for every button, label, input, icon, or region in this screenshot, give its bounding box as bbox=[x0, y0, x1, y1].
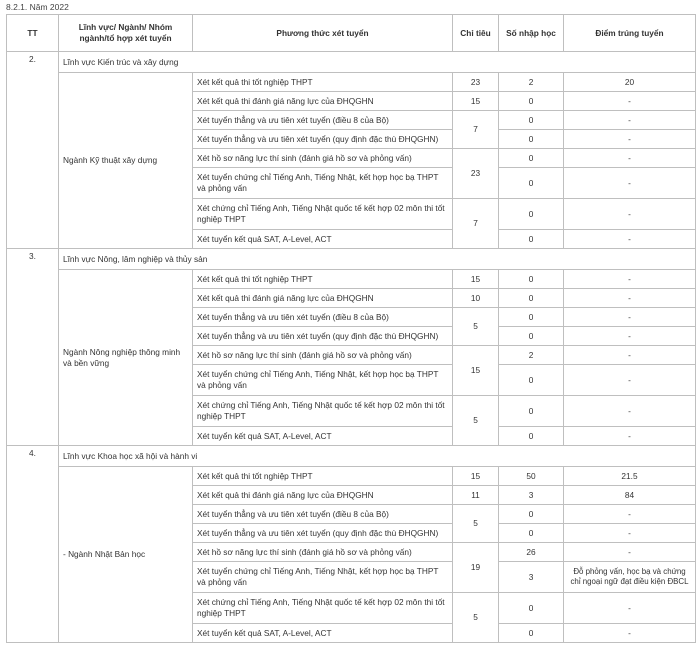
quota-cell: 15 bbox=[453, 92, 499, 111]
method-cell: Xét chứng chỉ Tiếng Anh, Tiếng Nhật quốc tế kết hợp 02 môn thi tốt nghiệp THPT bbox=[193, 396, 453, 427]
score-cell: - bbox=[564, 149, 696, 168]
enrolled-cell: 0 bbox=[499, 593, 564, 624]
score-cell: - bbox=[564, 230, 696, 249]
quota-cell: 5 bbox=[453, 396, 499, 446]
enrolled-cell: 0 bbox=[499, 289, 564, 308]
enrolled-cell: 50 bbox=[499, 467, 564, 486]
section-row bbox=[7, 52, 696, 73]
quota-cell: 5 bbox=[453, 505, 499, 543]
section-tt: 2. bbox=[7, 52, 59, 249]
enrolled-cell: 0 bbox=[499, 505, 564, 524]
major-name: - Ngành Nhật Bản học bbox=[59, 467, 193, 643]
enrolled-cell: 0 bbox=[499, 92, 564, 111]
header-row bbox=[7, 15, 696, 52]
quota-cell: 5 bbox=[453, 308, 499, 346]
score-cell: - bbox=[564, 396, 696, 427]
quota-cell: 15 bbox=[453, 346, 499, 396]
header-tt: TT bbox=[7, 15, 59, 52]
table-row bbox=[7, 467, 696, 486]
enrolled-cell: 2 bbox=[499, 346, 564, 365]
method-cell: Xét tuyển thẳng và ưu tiên xét tuyển (điều 8 của Bộ) bbox=[193, 111, 453, 130]
method-cell: Xét tuyển kết quả SAT, A-Level, ACT bbox=[193, 624, 453, 643]
enrolled-cell: 0 bbox=[499, 168, 564, 199]
quota-cell: 10 bbox=[453, 289, 499, 308]
method-cell: Xét kết quả thi đánh giá năng lực của ĐHQGHN bbox=[193, 486, 453, 505]
score-cell: - bbox=[564, 327, 696, 346]
method-cell: Xét chứng chỉ Tiếng Anh, Tiếng Nhật quốc tế kết hợp 02 môn thi tốt nghiệp THPT bbox=[193, 199, 453, 230]
score-cell: - bbox=[564, 593, 696, 624]
enrolled-cell: 0 bbox=[499, 327, 564, 346]
method-cell: Xét tuyển chứng chỉ Tiếng Anh, Tiếng Nhật, kết hợp học bạ THPT và phỏng vấn bbox=[193, 168, 453, 199]
method-cell: Xét kết quả thi tốt nghiệp THPT bbox=[193, 73, 453, 92]
score-cell: - bbox=[564, 130, 696, 149]
enrolled-cell: 3 bbox=[499, 486, 564, 505]
score-cell: - bbox=[564, 199, 696, 230]
method-cell: Xét hồ sơ năng lực thí sinh (đánh giá hồ sơ và phỏng vấn) bbox=[193, 149, 453, 168]
method-cell: Xét tuyển chứng chỉ Tiếng Anh, Tiếng Nhật, kết hợp học bạ THPT và phỏng vấn bbox=[193, 562, 453, 593]
method-cell: Xét kết quả thi đánh giá năng lực của ĐHQGHN bbox=[193, 92, 453, 111]
enrolled-cell: 0 bbox=[499, 199, 564, 230]
score-cell: - bbox=[564, 270, 696, 289]
table-row bbox=[7, 73, 696, 92]
quota-cell: 19 bbox=[453, 543, 499, 593]
quota-cell: 23 bbox=[453, 149, 499, 199]
enrolled-cell: 3 bbox=[499, 562, 564, 593]
header-score: Điểm trúng tuyển bbox=[564, 15, 696, 52]
score-cell: - bbox=[564, 505, 696, 524]
method-cell: Xét hồ sơ năng lực thí sinh (đánh giá hồ sơ và phỏng vấn) bbox=[193, 543, 453, 562]
quota-cell: 7 bbox=[453, 199, 499, 249]
score-cell: Đỗ phỏng vấn, học bạ và chứng chỉ ngoại ngữ đạt điều kiện ĐBCL bbox=[564, 562, 696, 593]
score-cell: - bbox=[564, 365, 696, 396]
score-cell: 21.5 bbox=[564, 467, 696, 486]
quota-cell: 11 bbox=[453, 486, 499, 505]
score-cell: - bbox=[564, 524, 696, 543]
score-cell: - bbox=[564, 92, 696, 111]
enrolled-cell: 0 bbox=[499, 111, 564, 130]
quota-cell: 15 bbox=[453, 270, 499, 289]
method-cell: Xét tuyển kết quả SAT, A-Level, ACT bbox=[193, 230, 453, 249]
quota-cell: 23 bbox=[453, 73, 499, 92]
table-row bbox=[7, 270, 696, 289]
method-cell: Xét tuyển thẳng và ưu tiên xét tuyển (điều 8 của Bộ) bbox=[193, 308, 453, 327]
method-cell: Xét hồ sơ năng lực thí sinh (đánh giá hồ sơ và phỏng vấn) bbox=[193, 346, 453, 365]
quota-cell: 7 bbox=[453, 111, 499, 149]
method-cell: Xét tuyển kết quả SAT, A-Level, ACT bbox=[193, 427, 453, 446]
header-enrolled: Số nhập học bbox=[499, 15, 564, 52]
section-row bbox=[7, 446, 696, 467]
score-cell: - bbox=[564, 346, 696, 365]
score-cell: - bbox=[564, 624, 696, 643]
quota-cell: 5 bbox=[453, 593, 499, 643]
score-cell: 20 bbox=[564, 73, 696, 92]
score-cell: - bbox=[564, 427, 696, 446]
section-field: Lĩnh vực Kiến trúc và xây dựng bbox=[59, 52, 696, 73]
enrolled-cell: 0 bbox=[499, 149, 564, 168]
score-cell: - bbox=[564, 543, 696, 562]
method-cell: Xét kết quả thi đánh giá năng lực của ĐHQGHN bbox=[193, 289, 453, 308]
enrolled-cell: 26 bbox=[499, 543, 564, 562]
major-name: Ngành Kỹ thuật xây dựng bbox=[59, 73, 193, 249]
method-cell: Xét kết quả thi tốt nghiệp THPT bbox=[193, 270, 453, 289]
enrolled-cell: 0 bbox=[499, 427, 564, 446]
section-tt: 4. bbox=[7, 446, 59, 643]
score-cell: - bbox=[564, 168, 696, 199]
score-cell: 84 bbox=[564, 486, 696, 505]
admission-table bbox=[6, 14, 696, 643]
method-cell: Xét kết quả thi tốt nghiệp THPT bbox=[193, 467, 453, 486]
enrolled-cell: 0 bbox=[499, 230, 564, 249]
quota-cell: 15 bbox=[453, 467, 499, 486]
section-field: Lĩnh vực Nông, lâm nghiệp và thủy sản bbox=[59, 249, 696, 270]
enrolled-cell: 0 bbox=[499, 396, 564, 427]
score-cell: - bbox=[564, 111, 696, 130]
score-cell: - bbox=[564, 308, 696, 327]
score-cell: - bbox=[564, 289, 696, 308]
enrolled-cell: 0 bbox=[499, 624, 564, 643]
method-cell: Xét tuyển chứng chỉ Tiếng Anh, Tiếng Nhật, kết hợp học bạ THPT và phỏng vấn bbox=[193, 365, 453, 396]
method-cell: Xét tuyển thẳng và ưu tiên xét tuyển (quy định đặc thù ĐHQGHN) bbox=[193, 524, 453, 543]
enrolled-cell: 0 bbox=[499, 270, 564, 289]
major-name: Ngành Nông nghiệp thông minh và bền vững bbox=[59, 270, 193, 446]
enrolled-cell: 0 bbox=[499, 365, 564, 396]
header-method: Phương thức xét tuyển bbox=[193, 15, 453, 52]
method-cell: Xét tuyển thẳng và ưu tiên xét tuyển (quy định đặc thù ĐHQGHN) bbox=[193, 130, 453, 149]
method-cell: Xét tuyển thẳng và ưu tiên xét tuyển (điều 8 của Bộ) bbox=[193, 505, 453, 524]
header-field: Lĩnh vực/ Ngành/ Nhóm ngành/tổ hợp xét tuyển bbox=[59, 15, 193, 52]
method-cell: Xét tuyển thẳng và ưu tiên xét tuyển (quy định đặc thù ĐHQGHN) bbox=[193, 327, 453, 346]
enrolled-cell: 0 bbox=[499, 308, 564, 327]
table-caption: 8.2.1. Năm 2022 bbox=[6, 2, 69, 12]
section-row bbox=[7, 249, 696, 270]
section-tt: 3. bbox=[7, 249, 59, 446]
section-field: Lĩnh vực Khoa học xã hội và hành vi bbox=[59, 446, 696, 467]
method-cell: Xét chứng chỉ Tiếng Anh, Tiếng Nhật quốc tế kết hợp 02 môn thi tốt nghiệp THPT bbox=[193, 593, 453, 624]
enrolled-cell: 0 bbox=[499, 524, 564, 543]
enrolled-cell: 2 bbox=[499, 73, 564, 92]
header-quota: Chỉ tiêu bbox=[453, 15, 499, 52]
enrolled-cell: 0 bbox=[499, 130, 564, 149]
